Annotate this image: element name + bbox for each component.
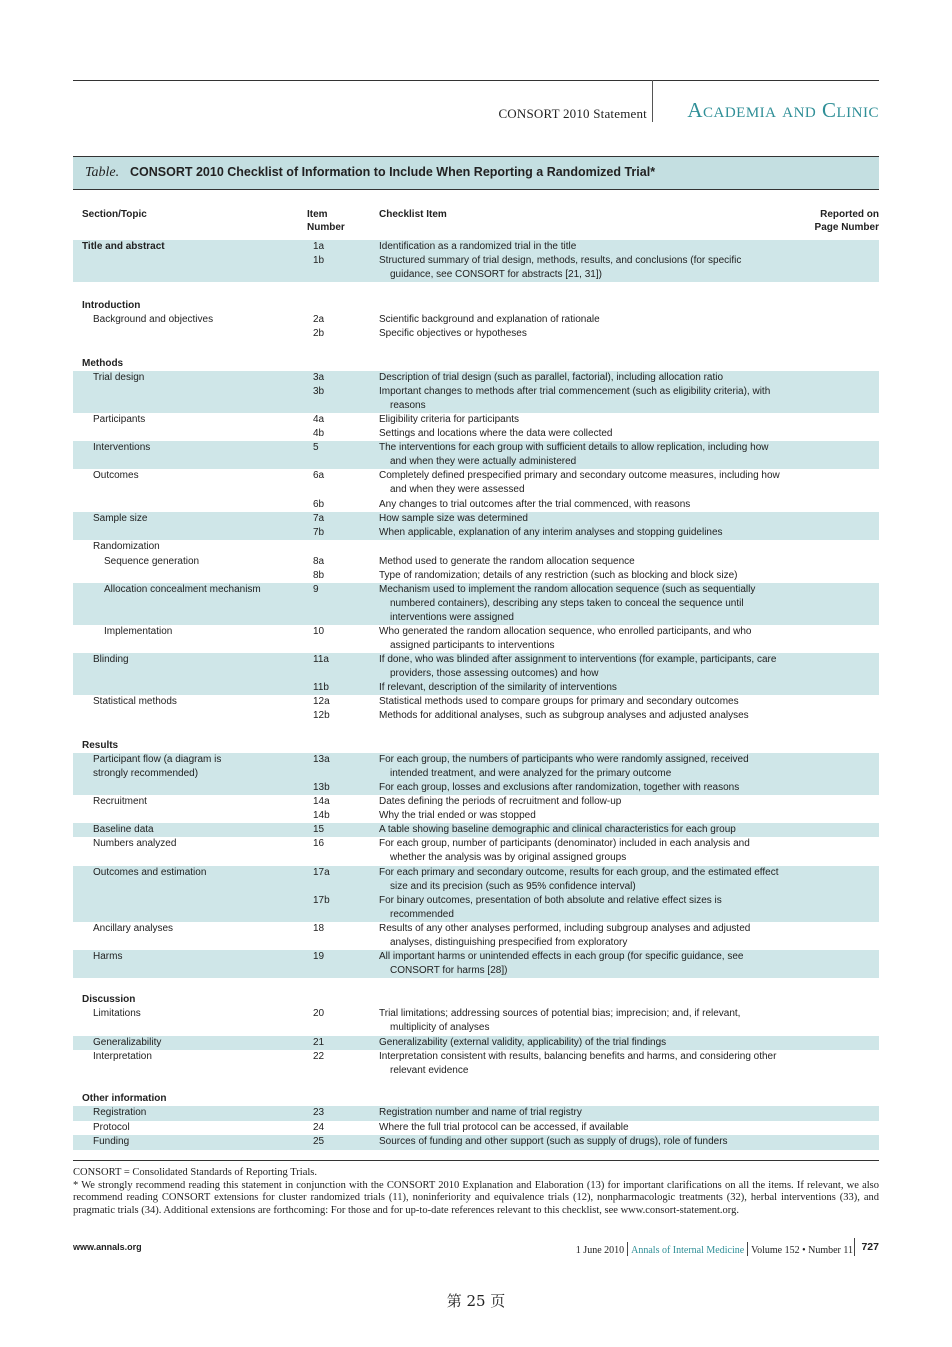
row-item-number: 8b: [313, 570, 325, 581]
row-item-number: 10: [313, 626, 325, 637]
row-checklist-item: Generalizability (external validity, applicability) of the trial findings: [379, 1037, 667, 1048]
row-checklist-item: Any changes to trial outcomes after the trial commenced, with reasons: [379, 499, 691, 510]
row-item-number: 6a: [313, 470, 325, 481]
row-section: Statistical methods: [93, 696, 177, 707]
row-item-number: 19: [313, 951, 325, 962]
table-row: [73, 1050, 879, 1078]
table-row: [73, 313, 879, 327]
table-row: [73, 1007, 879, 1036]
row-checklist-item: For each group, losses and exclusions after randomization, together with reasons: [379, 782, 740, 793]
table-label: Table.: [85, 165, 120, 180]
row-item-number: 15: [313, 824, 325, 835]
row-item-number: 17b: [313, 895, 330, 906]
row-item-number: 12a: [313, 696, 330, 707]
table-row: [73, 993, 879, 1007]
table-row: [73, 1036, 879, 1050]
row-section: Protocol: [93, 1122, 130, 1133]
row-checklist-item: Important changes to methods after trial commencement (such as eligibility criteria), with reasons: [379, 386, 771, 411]
table-row: [73, 512, 879, 526]
row-checklist-item: Settings and locations where the data were collected: [379, 428, 613, 439]
row-item-number: 1a: [313, 241, 325, 252]
row-item-number: 21: [313, 1037, 325, 1048]
row-section: Randomization: [93, 541, 160, 552]
table-row: [73, 1121, 879, 1135]
row-section: Background and objectives: [93, 314, 214, 325]
row-checklist-item: Interpretation consistent with results, balancing benefits and harms, and considering other relevant evidence: [379, 1051, 777, 1076]
row-checklist-item: For binary outcomes, presentation of both absolute and relative effect sizes is recommended: [379, 895, 722, 920]
row-checklist-item: Scientific background and explanation of rationale: [379, 314, 600, 325]
table-row: [73, 526, 879, 540]
row-section: Sample size: [93, 513, 148, 524]
footer-date: 1 June 2010: [575, 1245, 625, 1256]
row-item-number: 4a: [313, 414, 325, 425]
running-header: [73, 80, 879, 122]
row-item-number: 11a: [313, 654, 329, 665]
row-item-number: 6b: [313, 499, 325, 510]
row-section: Blinding: [93, 654, 129, 665]
row-checklist-item: For each primary and secondary outcome, results for each group, and the estimated effect size and its precision (such as 95% confidence interval): [379, 867, 779, 892]
footer-volume: Volume 152 • Number 11: [751, 1245, 853, 1256]
table-row: [73, 441, 879, 469]
row-section: Trial design: [93, 372, 145, 383]
row-item-number: 13b: [313, 782, 330, 793]
table-row: [73, 781, 879, 795]
row-section: Recruitment: [93, 796, 147, 807]
row-checklist-item: Completely defined prespecified primary and secondary outcome measures, including how and when they were assessed: [379, 470, 780, 495]
row-section: Discussion: [82, 994, 136, 1005]
table-row: [73, 894, 879, 922]
row-item-number: 16: [313, 838, 325, 849]
row-item-number: 3a: [313, 372, 325, 383]
row-section: Title and abstract: [82, 241, 165, 252]
row-checklist-item: Method used to generate the random allocation sequence: [379, 556, 635, 567]
section-name: Academia and Clinic: [687, 98, 879, 122]
table-row: [73, 1092, 879, 1106]
table-row: [73, 795, 879, 809]
row-checklist-item: Mechanism used to implement the random allocation sequence (such as sequentially numbered containers), describing any steps taken to conceal the sequence until interventions were assigned: [379, 584, 756, 623]
table-row: [73, 254, 879, 282]
table-row: [73, 240, 879, 254]
row-item-number: 2b: [313, 328, 325, 339]
row-checklist-item: Who generated the random allocation sequence, who enrolled participants, and who assigned participants to interventions: [379, 626, 752, 651]
row-item-number: 7b: [313, 527, 325, 538]
table-row: [73, 809, 879, 823]
row-item-number: 2a: [313, 314, 325, 325]
row-item-number: 1b: [313, 255, 325, 266]
row-item-number: 17a: [313, 867, 330, 878]
row-checklist-item: Dates defining the periods of recruitment and follow-up: [379, 796, 622, 807]
row-item-number: 25: [313, 1136, 325, 1147]
row-item-number: 7a: [313, 513, 325, 524]
footer-page-number: 727: [861, 1241, 879, 1253]
table-row: [73, 823, 879, 837]
row-checklist-item: The interventions for each group with sufficient details to allow replication, including how and when they were actually administered: [379, 442, 769, 467]
col-header-section: Section/Topic: [82, 209, 147, 220]
row-section: Funding: [93, 1136, 130, 1147]
table-row: [73, 385, 879, 413]
row-checklist-item: Results of any other analyses performed, including subgroup analyses and adjusted analyses, distinguishing prespecified from exploratory: [379, 923, 751, 948]
row-checklist-item: Identification as a randomized trial in the title: [379, 241, 577, 252]
row-checklist-item: Eligibility criteria for participants: [379, 414, 520, 425]
col-header-item-number: Item Number: [307, 209, 345, 233]
table-row: [73, 569, 879, 583]
row-section: Implementation: [104, 626, 173, 637]
row-item-number: 24: [313, 1122, 325, 1133]
table-row: [73, 371, 879, 385]
row-item-number: 12b: [313, 710, 330, 721]
recommendation-note: * We strongly recommend reading this statement in conjunction with the CONSORT 2010 Explanation and Elaboration (13) for important clarifications on all the items. If relevant, we also recommend reading CONSORT extensions for cluster randomized trials (11), noninferiority and equivalence trials (12), nonpharmacologic treatments (32), herbal interventions (33), and pragmatic trials (34). Additional extensions are forthcoming: For those and for up-to-date references relevant to this checklist, see www.consort-statement.org.: [73, 1179, 879, 1216]
table-row: [73, 950, 879, 978]
bottom-rule: [73, 1160, 879, 1161]
table-row: [73, 357, 879, 371]
row-checklist-item: For each group, number of participants (denominator) included in each analysis and whether the analysis was by original assigned groups: [379, 838, 750, 863]
table-row: [73, 540, 879, 555]
table-row: [73, 922, 879, 950]
table-row: [73, 1135, 879, 1150]
row-section: Registration: [93, 1107, 147, 1118]
row-item-number: 13a: [313, 754, 330, 765]
row-checklist-item: Registration number and name of trial registry: [379, 1107, 582, 1118]
row-item-number: 20: [313, 1008, 325, 1019]
row-checklist-item: Type of randomization; details of any restriction (such as blocking and block size): [379, 570, 738, 581]
table-row: [73, 625, 879, 653]
row-checklist-item: Methods for additional analyses, such as subgroup analyses and adjusted analyses: [379, 710, 749, 721]
table-row: [73, 739, 879, 753]
row-section: Outcomes: [93, 470, 139, 481]
table-footnotes: [73, 1167, 879, 1217]
row-checklist-item: If relevant, description of the similarity of interventions: [379, 682, 617, 693]
row-checklist-item: A table showing baseline demographic and clinical characteristics for each group: [379, 824, 736, 835]
page-indicator: 第 25 页: [446, 1292, 506, 1310]
row-checklist-item: Trial limitations; addressing sources of potential bias; imprecision; and, if relevant, multiplicity of analyses: [379, 1008, 741, 1033]
header-divider: [652, 80, 653, 122]
row-item-number: 18: [313, 923, 325, 934]
col-header-checklist-item: Checklist Item: [379, 209, 447, 220]
row-item-number: 23: [313, 1107, 325, 1118]
row-item-number: 8a: [313, 556, 325, 567]
row-checklist-item: When applicable, explanation of any interim analyses and stopping guidelines: [379, 527, 723, 538]
abbreviation-note: CONSORT = Consolidated Standards of Reporting Trials.: [73, 1167, 317, 1178]
row-item-number: 5: [313, 442, 319, 453]
table-row: [73, 413, 879, 427]
row-checklist-item: For each group, the numbers of participants who were randomly assigned, received intended treatment, and were analyzed for the primary outcome: [379, 754, 749, 779]
footer-site: www.annals.org: [73, 1242, 142, 1252]
table-row: [73, 753, 879, 781]
row-item-number: 14b: [313, 810, 330, 821]
table-title: CONSORT 2010 Checklist of Information to Include When Reporting a Randomized Trial*: [130, 165, 656, 179]
row-section: Generalizability: [93, 1037, 162, 1048]
page-footer: [73, 1240, 879, 1256]
row-checklist-item: Structured summary of trial design, methods, results, and conclusions (for specific guidance, see CONSORT for abstracts [21, 31]): [379, 255, 742, 280]
row-section: Other information: [82, 1093, 167, 1104]
row-checklist-item: How sample size was determined: [379, 513, 528, 524]
row-item-number: 3b: [313, 386, 325, 397]
table-row: [73, 681, 879, 695]
table-row: [73, 555, 879, 569]
row-section: Allocation concealment mechanism: [104, 584, 261, 595]
row-section: Baseline data: [93, 824, 154, 835]
row-item-number: 22: [313, 1051, 325, 1062]
table-row: [73, 327, 879, 341]
row-section: Outcomes and estimation: [93, 867, 207, 878]
footer-citation: [576, 1242, 853, 1256]
row-item-number: 9: [313, 584, 319, 595]
table-row: [73, 695, 879, 709]
row-section: Interpretation: [93, 1051, 152, 1062]
row-section: Ancillary analyses: [93, 923, 174, 934]
table-row: [73, 469, 879, 498]
row-section: Harms: [93, 951, 123, 962]
row-section: Participants: [93, 414, 146, 425]
row-checklist-item: All important harms or unintended effects in each group (for specific guidance, see CONSORT for harms [28]): [379, 951, 744, 976]
row-checklist-item: Sources of funding and other support (such as supply of drugs), role of funders: [379, 1136, 728, 1147]
table-title-bar: [73, 156, 879, 190]
table-row: [73, 653, 879, 681]
col-header-reported: Reported on Page Number: [814, 209, 879, 233]
statement-label: CONSORT 2010 Statement: [498, 106, 647, 121]
table-row: [73, 1106, 879, 1121]
table-row: [73, 709, 879, 723]
row-section: Sequence generation: [104, 556, 200, 567]
table-row: [73, 427, 879, 441]
row-section: Introduction: [82, 300, 141, 311]
row-checklist-item: Description of trial design (such as parallel, factorial), including allocation ratio: [379, 372, 724, 383]
row-section: Interventions: [93, 442, 151, 453]
footer-journal: Annals of Internal Medicine: [631, 1245, 745, 1256]
row-item-number: 14a: [313, 796, 330, 807]
row-section: Methods: [82, 358, 124, 369]
footer-page-divider: [854, 1238, 855, 1256]
row-checklist-item: If done, who was blinded after assignment to interventions (for example, participants, care providers, those assessing outcomes) and how: [379, 654, 777, 679]
row-section: Results: [82, 740, 119, 751]
table-row: [73, 866, 879, 894]
row-section: Numbers analyzed: [93, 838, 177, 849]
row-checklist-item: Statistical methods used to compare groups for primary and secondary outcomes: [379, 696, 739, 707]
row-section: Participant flow (a diagram is strongly recommended): [93, 754, 222, 779]
table-row: [73, 837, 879, 866]
row-item-number: 11b: [313, 682, 329, 693]
row-checklist-item: Specific objectives or hypotheses: [379, 328, 527, 339]
table-row: [73, 583, 879, 625]
row-item-number: 4b: [313, 428, 325, 439]
row-section: Limitations: [93, 1008, 141, 1019]
row-checklist-item: Why the trial ended or was stopped: [379, 810, 536, 821]
table-row: [73, 299, 879, 313]
row-checklist-item: Where the full trial protocol can be accessed, if available: [379, 1122, 629, 1133]
table-row: [73, 498, 879, 512]
